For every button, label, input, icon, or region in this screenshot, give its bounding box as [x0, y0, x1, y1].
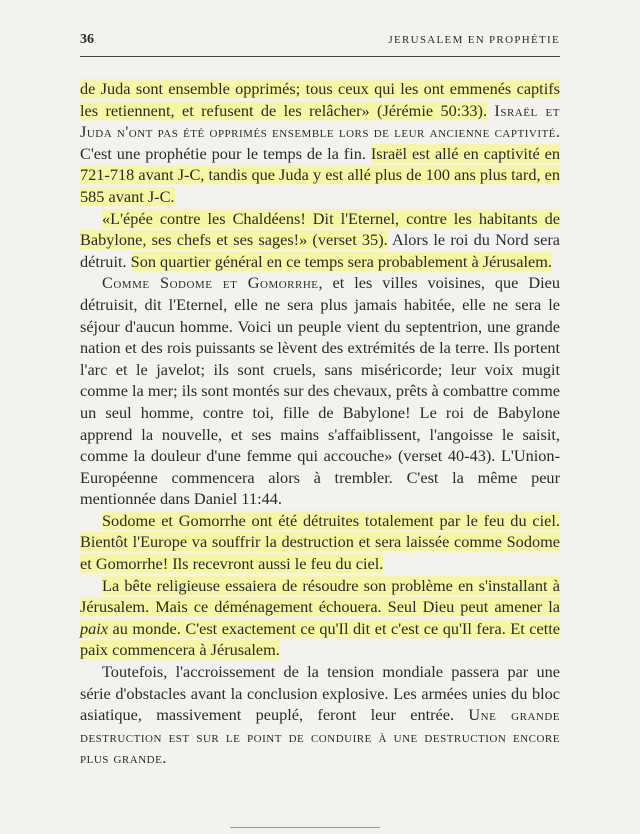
small-caps-text: Une grande destruction est sur le point de conduire à une destruction encore plus grande.	[80, 705, 561, 768]
text: . C'est une prophétie pour le temps de la fin.	[80, 122, 560, 163]
highlighted-text: Israël est allé en captivité en 721-718 avant J-C, tandis que Juda y est allé plus de 100 ans plus tard, en 585 avant J-C.	[80, 143, 560, 206]
highlighted-text: Son quartier général en ce temps sera probablement à Jérusalem.	[130, 251, 552, 271]
page-body	[80, 78, 560, 769]
paragraph-1	[80, 78, 560, 208]
paragraph-5	[80, 575, 560, 661]
page-number: 36	[80, 32, 94, 47]
footer-rule	[230, 827, 380, 828]
header-rule	[80, 56, 560, 57]
text: Toutefois, l'accroissement de la tension mondiale passera par une série d'obstacles avant la conclusion explosive. Les armées unies du bloc asiatique, massivement peuplé, feront leur entrée.	[80, 662, 560, 725]
highlighted-text: «L'épée contre les Chaldéens! Dit l'Eternel, contre les habitants de Babylone, ses chefs et ses sages!» (verset 35).	[80, 208, 560, 250]
small-caps-text: Comme Sodome et Gomorrhe	[102, 273, 319, 293]
emphasis-text: paix	[80, 618, 109, 638]
text: La bête religieuse essaiera de résoudre son problème en s'installant à Jérusalem. Mais ce déménagement échouera. Seul Dieu peut amener la	[80, 575, 560, 617]
highlighted-text: Sodome et Gomorrhe ont été détruites totalement par le feu du ciel. Bientôt l'Europe va souffrir la destruction et sera laissée comme Sodome et Gomorrhe! Ils recevront aussi le feu du ciel.	[80, 510, 560, 574]
text: au monde. C'est exactement ce qu'Il dit et c'est ce qu'Il fera. Et cette paix commencera à Jérusalem.	[80, 618, 560, 660]
paragraph-2	[80, 208, 560, 273]
paragraph-4	[80, 510, 560, 575]
highlighted-text	[80, 576, 560, 660]
text: Alors le roi du Nord sera détruit.	[80, 230, 560, 271]
small-caps-text: Israël et Juda n'ont pas été opprimés ensemble lors de leur ancienne captivité	[80, 100, 560, 142]
running-title: JERUSALEM EN PROPHÉTIE	[388, 34, 560, 46]
text: , et les villes voisines, que Dieu détruisit, dit l'Eternel, elle ne sera plus jamais habitée, elle ne sera le séjour d'aucun homme. Voici un peuple vient du septentrion, une grande nation et des rois puissants se lèvent des extrémités de la terre. Ils portent l'arc et le javelot; ils sont cruels, sans miséricorde; leur voix mugit comme la mer; ils sont montés sur des chevaux, prêts à combattre comme un seul homme, contre toi, fille de Babylone! Le roi de Babylone apprend la nouvelle, et ses mains s'affaiblissent, l'angoisse le saisit, comme la douleur d'une femme qui accouche» (verset 40-43). L'Union-Européenne commencera alors à trembler. C'est la même peur mentionnée dans Daniel 11:44.	[80, 273, 560, 509]
paragraph-3	[80, 272, 560, 510]
highlighted-text: de Juda sont ensemble opprimés; tous ceux qui les ont emmenés captifs les retiennent, et refusent de les relâcher» (Jérémie 50:33).	[80, 79, 560, 120]
page-header	[80, 32, 560, 48]
paragraph-6	[80, 661, 560, 769]
